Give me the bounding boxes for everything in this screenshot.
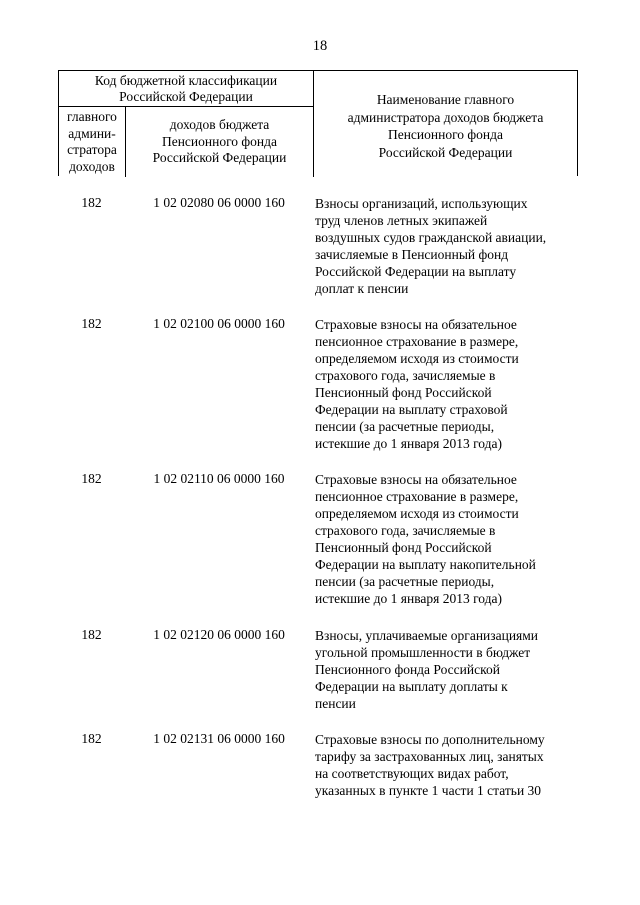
description-line: истекшие до 1 января 2013 года) — [315, 591, 503, 606]
header-administrator-name — [314, 71, 577, 177]
description-line: истекшие до 1 января 2013 года) — [315, 436, 503, 451]
header-pension-fund-income — [126, 107, 314, 177]
row-admin-code: 182 — [81, 627, 102, 642]
row-budget-code: 1 02 02080 06 0000 160 — [153, 195, 285, 210]
description-line: определяемом исходя из стоимости — [315, 506, 519, 521]
description-line: пенсии — [315, 696, 356, 711]
page-number: 18 — [312, 38, 328, 54]
header-line: стратора — [67, 142, 117, 157]
description-line: угольной промышленности в бюджет — [315, 645, 531, 660]
description-line: Пенсионный фонд Российской — [315, 385, 492, 400]
description-line: страхового года, зачисляемые в — [315, 368, 496, 383]
header-line: доходов — [69, 158, 115, 174]
row-budget-code: 1 02 02120 06 0000 160 — [153, 627, 285, 642]
header-line: админи- — [68, 125, 116, 141]
description-line: Взносы, уплачиваемые организациями — [315, 628, 539, 643]
header-line: Российской Федерации — [152, 150, 287, 165]
description-line: Федерации на выплату страховой — [315, 402, 508, 417]
description-line: определяемом исходя из стоимости — [315, 351, 519, 366]
description-line: доплат к пенсии — [315, 281, 409, 296]
description-line: Пенсионного фонда Российской — [315, 662, 500, 677]
row-budget-code: 1 02 02110 06 0000 160 — [153, 471, 285, 486]
header-budget-classification-code — [59, 71, 314, 107]
description-line: Федерации на выплату доплаты к — [315, 679, 508, 694]
description-line: страхового года, зачисляемые в — [315, 523, 496, 538]
header-line: Российской Федерации — [119, 89, 253, 104]
row-budget-code: 1 02 02100 06 0000 160 — [153, 316, 285, 331]
description-line: зачисляемые в Пенсионный фонд — [315, 247, 509, 262]
table-header — [58, 70, 578, 176]
description-line: на соответствующих видах работ, — [315, 766, 509, 781]
description-line: тарифу за застрахованных лиц, занятых — [315, 749, 544, 764]
description-line: пенсионное страхование в размере, — [315, 334, 519, 349]
header-line: Пенсионного фонда — [161, 133, 278, 149]
row-admin-code: 182 — [81, 731, 102, 746]
row-admin-code: 182 — [81, 471, 102, 486]
row-description — [315, 731, 558, 799]
row-admin-code: 182 — [81, 316, 102, 331]
description-line: Взносы организаций, использующих — [315, 196, 528, 211]
description-line: труд членов летных экипажей — [315, 213, 488, 228]
header-line: главного — [67, 109, 117, 124]
row-description — [315, 471, 558, 607]
row-budget-code: 1 02 02131 06 0000 160 — [153, 731, 285, 746]
header-line: администратора доходов бюджета — [347, 109, 544, 125]
description-line: пенсионное страхование в размере, — [315, 489, 519, 504]
header-line: Наименование главного — [376, 92, 515, 107]
description-line: Страховые взносы на обязательное — [315, 472, 517, 487]
description-line: Федерации на выплату накопительной — [315, 557, 536, 572]
description-line: Страховые взносы на обязательное — [315, 317, 517, 332]
header-line: Российской Федерации — [378, 144, 513, 160]
row-admin-code: 182 — [81, 195, 102, 210]
description-line: Российской Федерации на выплату — [315, 264, 517, 279]
description-line: воздушных судов гражданской авиации, — [315, 230, 547, 245]
description-line: Пенсионный фонд Российской — [315, 540, 492, 555]
row-description — [315, 316, 558, 452]
description-line: пенсии (за расчетные периоды, — [315, 419, 495, 434]
header-line: Код бюджетной классификации — [94, 73, 278, 88]
header-line: Пенсионного фонда — [387, 127, 504, 142]
description-line: указанных в пункте 1 части 1 статьи 30 — [315, 783, 542, 798]
row-description — [315, 627, 558, 712]
header-chief-administrator — [59, 107, 126, 177]
row-description — [315, 195, 558, 297]
description-line: пенсии (за расчетные периоды, — [315, 574, 495, 589]
header-line: доходов бюджета — [169, 117, 270, 132]
description-line: Страховые взносы по дополнительному — [315, 732, 545, 747]
